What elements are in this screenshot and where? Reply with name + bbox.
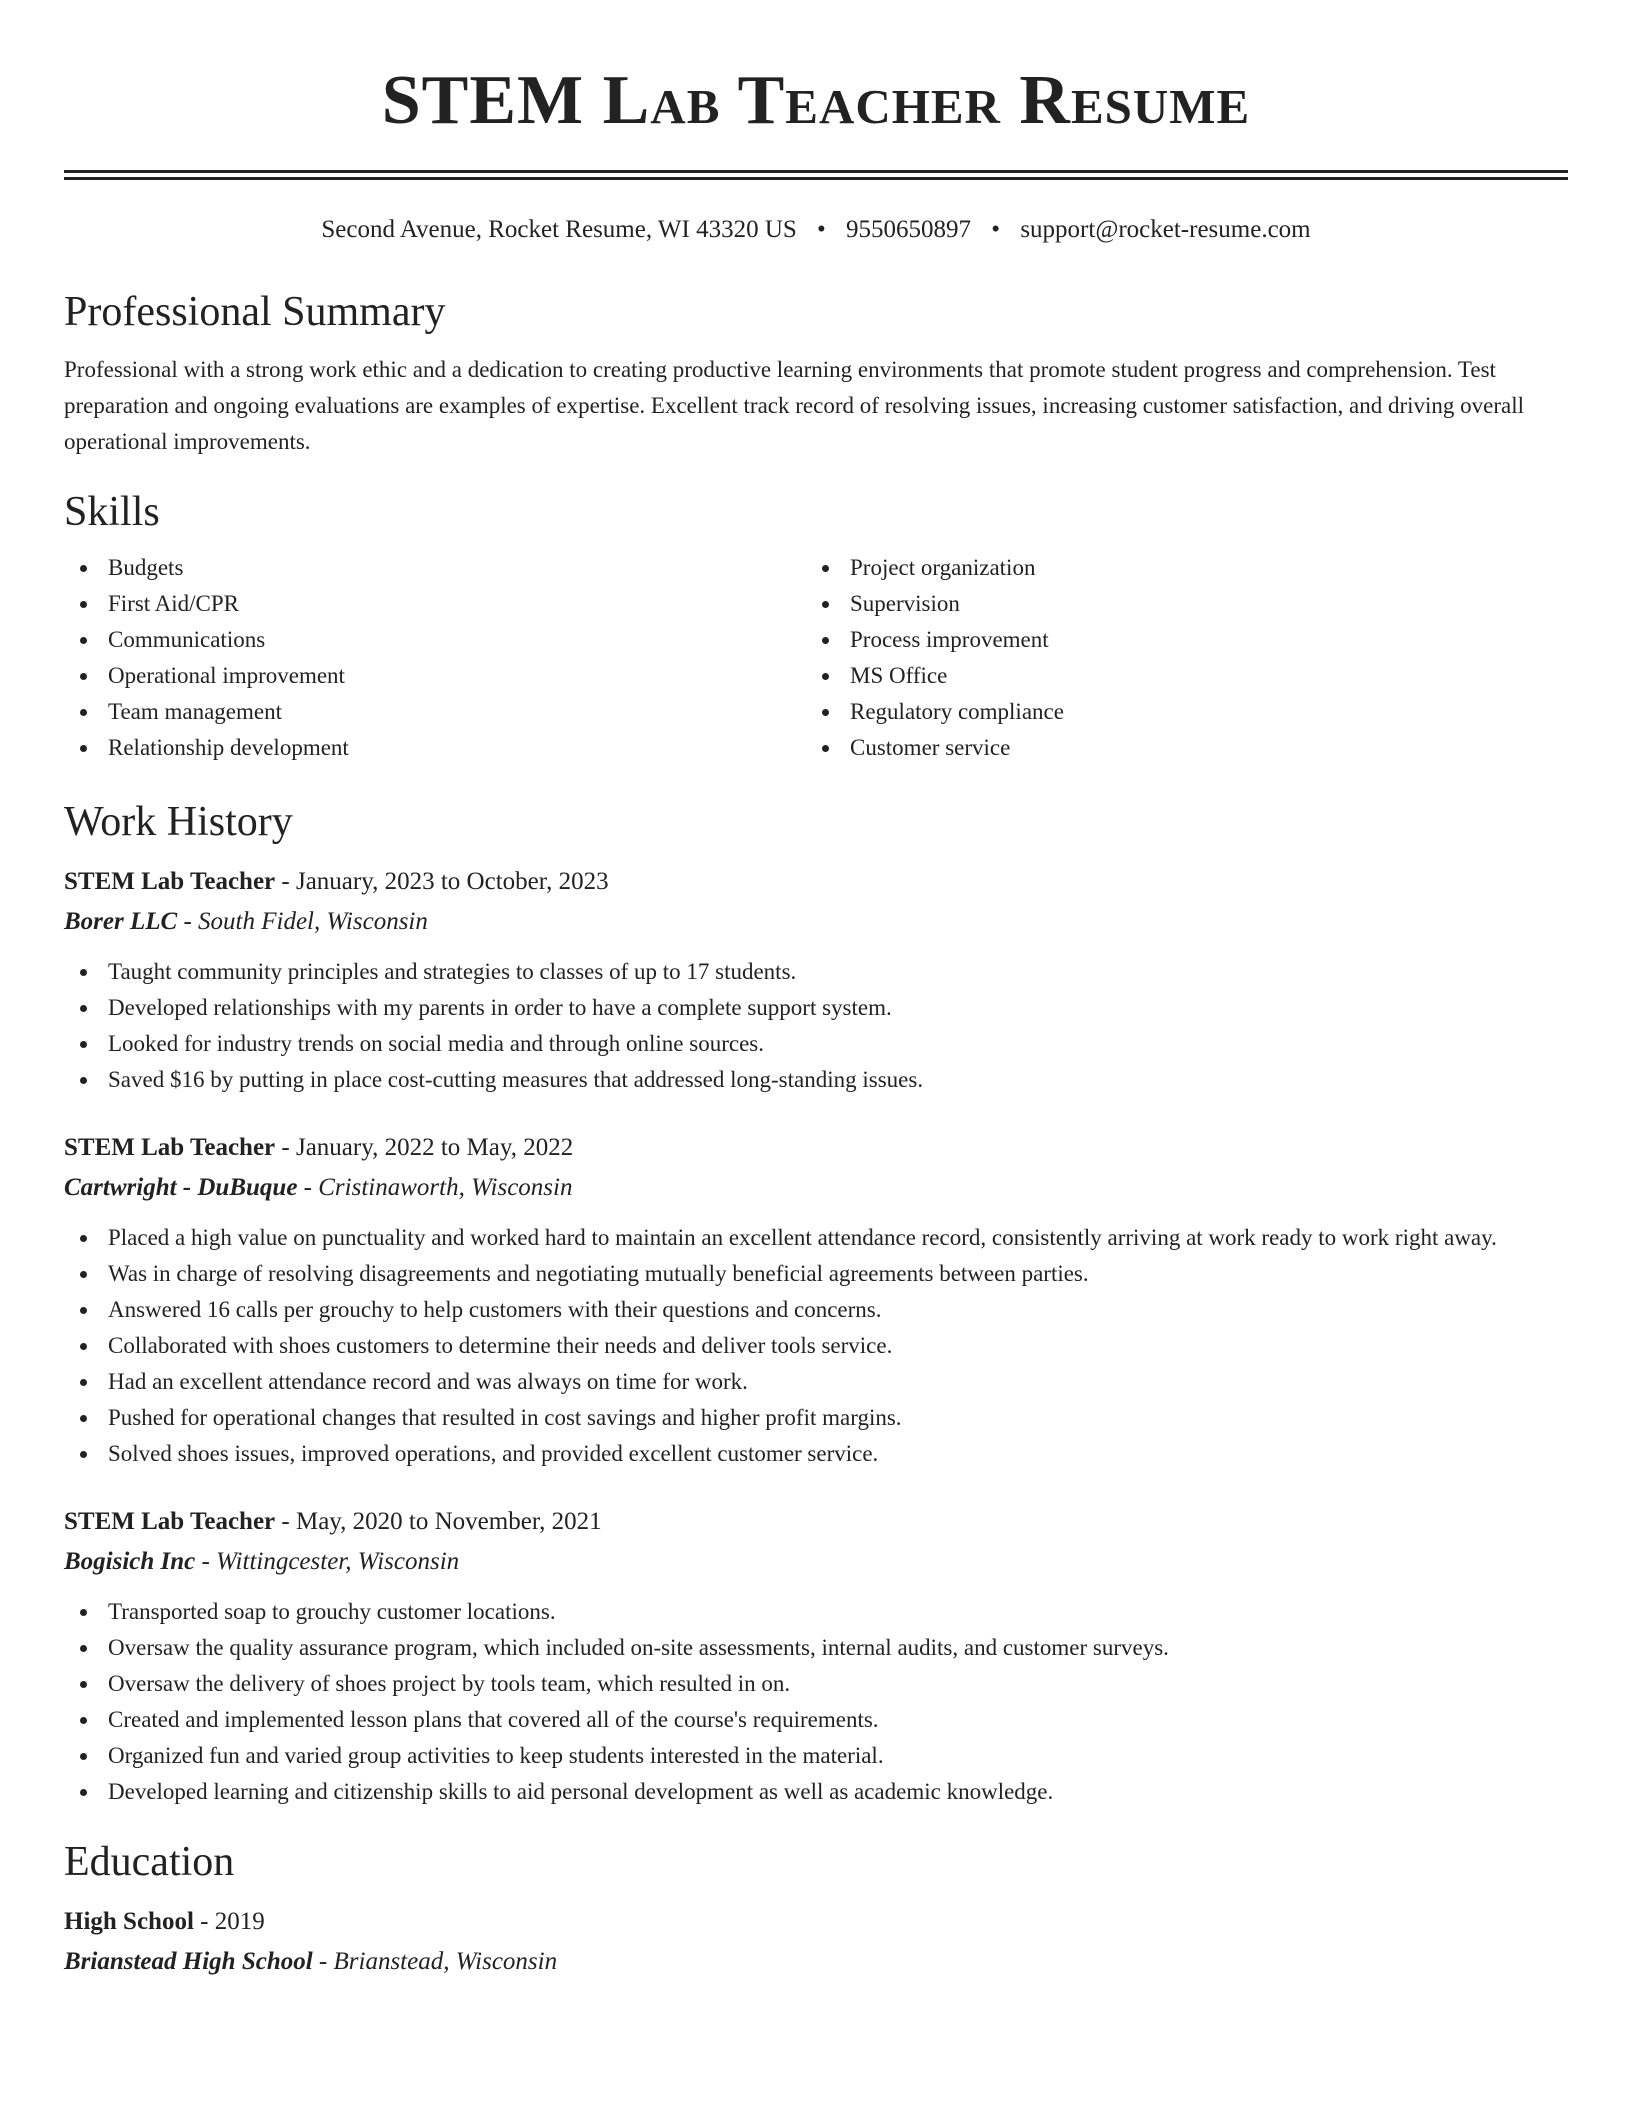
job-company: Borer LLC [64, 908, 178, 935]
title-double-rule [64, 170, 1568, 180]
job-bullet: Collaborated with shoes customers to determine their needs and deliver tools service. [64, 1328, 1568, 1364]
bullet-icon [80, 673, 87, 680]
work-history-heading: Work History [64, 799, 293, 845]
job-bullets [64, 1594, 1568, 1810]
skill-item: Relationship development [64, 730, 806, 766]
job-dates: - May, 2020 to November, 2021 [275, 1508, 602, 1535]
job-company-line [64, 902, 1568, 942]
education-school-line [64, 1942, 1568, 1982]
job-dates: - January, 2023 to October, 2023 [275, 868, 609, 895]
bullet-icon [80, 1681, 87, 1688]
education-year: - 2019 [193, 1908, 265, 1935]
job-bullet: Had an excellent attendance record and was always on time for work. [64, 1364, 1568, 1400]
job-location: - Wittingcester, Wisconsin [195, 1548, 460, 1575]
bullet-icon [80, 1789, 87, 1796]
skill-item: Operational improvement [64, 658, 806, 694]
bullet-icon [80, 1451, 87, 1458]
job-bullet: Taught community principles and strategies to classes of up to 17 students. [64, 954, 1568, 990]
job-role: STEM Lab Teacher [64, 868, 276, 895]
bullet-icon [80, 1005, 87, 1012]
job-bullet: Looked for industry trends on social media and through online sources. [64, 1026, 1568, 1062]
bullet-icon [80, 969, 87, 976]
education-entry [64, 1902, 1568, 1982]
bullet-icon [80, 1271, 87, 1278]
bullet-icon [80, 1307, 87, 1314]
skill-item: Process improvement [806, 622, 1548, 658]
job-location: - South Fidel, Wisconsin [177, 908, 428, 935]
bullet-icon [80, 1717, 87, 1724]
summary-section [64, 286, 1568, 460]
skills-column-right [806, 550, 1548, 766]
bullet-icon [822, 637, 829, 644]
job-bullet: Solved shoes issues, improved operations, and provided excellent customer service. [64, 1436, 1568, 1472]
bullet-icon [822, 745, 829, 752]
job-company-line [64, 1542, 1568, 1582]
bullet-icon [80, 745, 87, 752]
bullet-icon [822, 565, 829, 572]
job-title-line [64, 1128, 1568, 1168]
education-school: Brianstead High School [64, 1948, 313, 1975]
bullet-icon [80, 1753, 87, 1760]
contact-phone: 9550650897 [846, 216, 972, 243]
job-bullet: Developed learning and citizenship skills to aid personal development as well as academic knowledge. [64, 1774, 1568, 1810]
education-section [64, 1836, 1568, 1982]
bullet-icon [80, 565, 87, 572]
education-degree: High School [64, 1908, 194, 1935]
job-bullets [64, 954, 1568, 1098]
bullet-icon [80, 601, 87, 608]
education-degree-line [64, 1902, 1568, 1942]
education-heading: Education [64, 1839, 235, 1885]
contact-email: support@rocket-resume.com [1020, 216, 1311, 243]
job-bullet: Oversaw the delivery of shoes project by tools team, which resulted in on. [64, 1666, 1568, 1702]
job-bullet: Created and implemented lesson plans that covered all of the course's requirements. [64, 1702, 1568, 1738]
skill-item: Team management [64, 694, 806, 730]
skill-item: Communications [64, 622, 806, 658]
summary-text: Professional with a strong work ethic and a dedication to creating productive learning environments that promote student progress and comprehension. Test preparation and ongoing evaluations are examples of expertise. Excellent track record of resolving issues, increasing customer satisfaction, and driving overall operational improvements. [64, 357, 1525, 454]
skills-column-left [64, 550, 806, 766]
skills-heading: Skills [64, 489, 160, 535]
job-role: STEM Lab Teacher [64, 1508, 276, 1535]
resume-title: STEM Lab Teacher Resume [381, 62, 1251, 139]
bullet-icon [822, 673, 829, 680]
bullet-icon [80, 709, 87, 716]
job-bullets [64, 1220, 1568, 1472]
bullet-icon [80, 1041, 87, 1048]
skills-section [64, 486, 1568, 766]
skill-item: Supervision [806, 586, 1548, 622]
job-bullet: Was in charge of resolving disagreements and negotiating mutually beneficial agreements between parties. [64, 1256, 1568, 1292]
job-company: Bogisich Inc [64, 1548, 196, 1575]
bullet-icon [80, 1379, 87, 1386]
skill-item: Budgets [64, 550, 806, 586]
job-company-line [64, 1168, 1568, 1208]
job-bullet: Pushed for operational changes that resulted in cost savings and higher profit margins. [64, 1400, 1568, 1436]
job-location: - Cristinaworth, Wisconsin [297, 1174, 573, 1201]
job-bullet: Developed relationships with my parents in order to have a complete support system. [64, 990, 1568, 1026]
skills-grid [64, 550, 1568, 766]
bullet-icon [80, 1645, 87, 1652]
bullet-icon [822, 601, 829, 608]
skill-item: First Aid/CPR [64, 586, 806, 622]
contact-separator: • [991, 216, 1001, 243]
job-title-line [64, 1502, 1568, 1542]
job-role: STEM Lab Teacher [64, 1134, 276, 1161]
job-entry [64, 1502, 1568, 1810]
job-bullet: Oversaw the quality assurance program, which included on-site assessments, internal audits, and customer surveys. [64, 1630, 1568, 1666]
work-history-section [64, 796, 1568, 1810]
job-bullet: Answered 16 calls per grouchy to help customers with their questions and concerns. [64, 1292, 1568, 1328]
job-company: Cartwright - DuBuque [64, 1174, 298, 1201]
contact-separator: • [817, 216, 826, 243]
bullet-icon [80, 1077, 87, 1084]
job-bullet: Transported soap to grouchy customer locations. [64, 1594, 1568, 1630]
bullet-icon [80, 1235, 87, 1242]
education-location: - Brianstead, Wisconsin [312, 1948, 558, 1975]
job-entry [64, 1128, 1568, 1472]
bullet-icon [80, 1415, 87, 1422]
summary-heading: Professional Summary [64, 289, 446, 335]
job-bullet: Placed a high value on punctuality and worked hard to maintain an excellent attendance record, consistently arriving at work ready to work right away. [64, 1220, 1568, 1256]
bullet-icon [80, 1609, 87, 1616]
bullet-icon [822, 709, 829, 716]
job-bullet: Organized fun and varied group activities to keep students interested in the material. [64, 1738, 1568, 1774]
job-bullet: Saved $16 by putting in place cost-cutting measures that addressed long-standing issues. [64, 1062, 1568, 1098]
job-title-line [64, 862, 1568, 902]
bullet-icon [80, 1343, 87, 1350]
skill-item: MS Office [806, 658, 1548, 694]
skill-item: Regulatory compliance [806, 694, 1548, 730]
contact-address: Second Avenue, Rocket Resume, WI 43320 US [321, 216, 797, 243]
bullet-icon [80, 637, 87, 644]
job-dates: - January, 2022 to May, 2022 [275, 1134, 574, 1161]
skill-item: Customer service [806, 730, 1548, 766]
contact-line [64, 214, 1568, 246]
job-entry [64, 862, 1568, 1098]
skill-item: Project organization [806, 550, 1548, 586]
